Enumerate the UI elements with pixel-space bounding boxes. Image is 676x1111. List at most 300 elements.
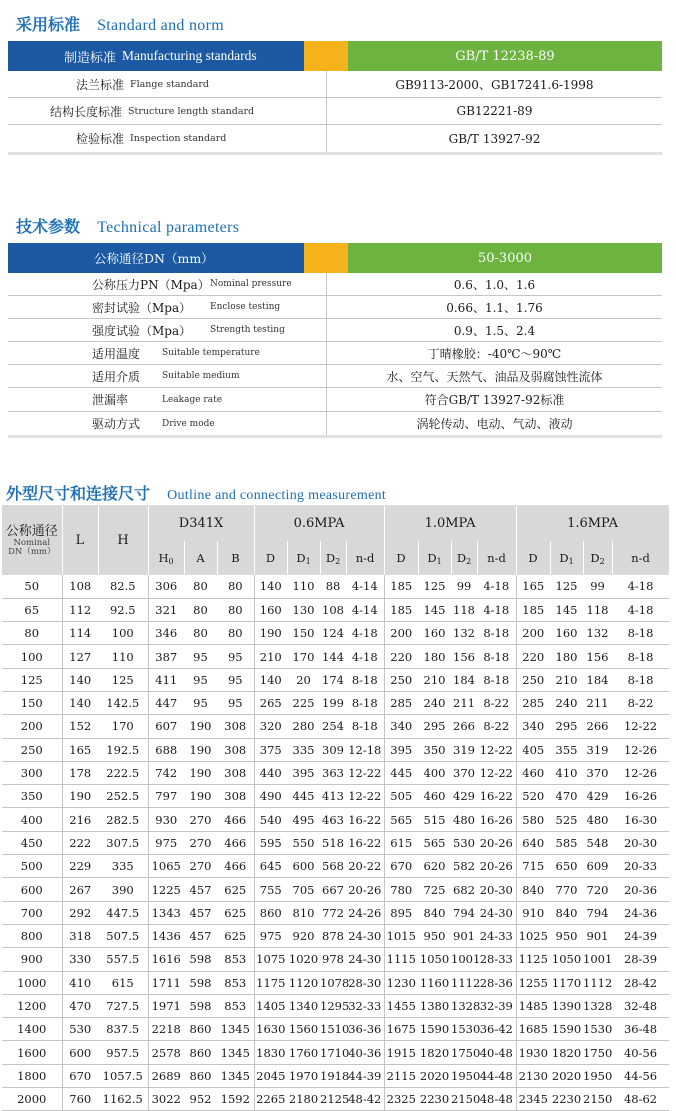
cell-d2-10: 156: [453, 649, 475, 664]
cell-nd-06: 12-22: [348, 766, 382, 781]
cell-nd-06: 4-18: [351, 626, 378, 641]
cell-nd-10: 8-18: [483, 649, 510, 664]
outline-title-cn: 外型尺寸和连接尺寸: [6, 484, 151, 503]
cell-d1-16: 160: [555, 626, 578, 641]
param-label-cn: 驱动方式: [92, 417, 141, 431]
cell-d2-06: 174: [322, 672, 344, 687]
cell-nd-16: 12-22: [623, 719, 658, 734]
cell-h: 1162.5: [102, 1092, 143, 1107]
cell-d1-16: 210: [555, 672, 578, 687]
cell-a: 860: [189, 1068, 212, 1083]
cell-l: 114: [62, 622, 98, 645]
cell-d2-16: 1001: [583, 952, 613, 967]
cell-d1-06: 445: [292, 789, 315, 804]
nd-header: n-d: [477, 541, 516, 575]
cell-d2-06: 978: [322, 952, 344, 967]
header-accent-block: [304, 41, 348, 71]
cell-h0: 387: [148, 645, 184, 668]
cell-d-06: 1630: [254, 1018, 287, 1041]
cell-d1-06: 1120: [288, 975, 319, 990]
nd-header: n-d: [612, 541, 669, 575]
cell-d2-06: 124: [322, 626, 344, 641]
nominal-dn-label: 公称通径DN（mm）: [8, 243, 304, 273]
cell-nd-06: 16-22: [348, 835, 382, 850]
cell-nd-10: 24-30: [479, 905, 513, 920]
cell-d2-06: 254: [322, 719, 344, 734]
cell-d1-16: 840: [555, 905, 578, 920]
cell-dn: 1800: [17, 1068, 47, 1083]
cell-d2-06: 518: [322, 835, 344, 850]
table-row: [2, 1018, 669, 1041]
cell-d2-10: 1950: [451, 1068, 481, 1083]
cell-d2-16: 99: [590, 579, 605, 594]
cell-d-16: 1125: [516, 948, 550, 971]
cell-h: 222.5: [106, 766, 140, 781]
param-label-en: Leakage rate: [162, 394, 223, 405]
d2-header: [451, 541, 477, 575]
cell-d2-16: 156: [586, 649, 609, 664]
cell-d2-16: 1112: [583, 975, 613, 990]
cell-nd-10: 4-18: [483, 602, 510, 617]
outline-table: [2, 505, 670, 1111]
cell-a: 190: [189, 789, 212, 804]
cell-nd-16: 28-42: [623, 975, 658, 990]
cell-d1-16: 525: [555, 812, 578, 827]
cell-dn: 150: [20, 696, 43, 711]
cell-b: 1592: [220, 1092, 250, 1107]
cell-d2-16: 794: [586, 905, 609, 920]
cell-a: 598: [189, 952, 212, 967]
technical-row-label: [8, 299, 326, 316]
cell-nd-10: 24-33: [479, 929, 513, 944]
cell-d2-10: 370: [453, 766, 475, 781]
d2-sub: 2: [599, 556, 605, 566]
cell-nd-16: 12-26: [623, 742, 658, 757]
cell-l: 127: [62, 645, 98, 668]
cell-nd-06: 24-30: [348, 929, 382, 944]
cell-d1-06: 2180: [288, 1092, 319, 1107]
cell-a: 190: [189, 719, 212, 734]
inspection-label-cn: 检验标准: [76, 132, 125, 146]
cell-h0: 1343: [148, 901, 184, 924]
cell-h0: 2218: [148, 1018, 184, 1041]
cell-l: 165: [62, 738, 98, 761]
cell-l: 760: [62, 1088, 98, 1111]
cell-h0: 1971: [148, 994, 184, 1017]
cell-h0: 797: [148, 785, 184, 808]
structure-label-en: Structure length standard: [128, 105, 255, 117]
cell-b: 95: [227, 696, 243, 711]
cell-d2-16: 901: [586, 929, 609, 944]
standard-title-en: Standard and norm: [97, 17, 224, 34]
cell-l: 318: [62, 924, 98, 947]
b-header: B: [217, 541, 254, 575]
cell-nd-06: 40-36: [348, 1045, 382, 1060]
cell-a: 95: [193, 649, 208, 664]
cell-a: 270: [189, 835, 212, 850]
cell-d2-06: 144: [322, 649, 344, 664]
cell-d-06: 440: [254, 761, 287, 784]
cell-d1-16: 410: [555, 766, 578, 781]
cell-d2-10: 184: [453, 672, 475, 687]
cell-nd-10: 20-26: [479, 859, 513, 874]
technical-row-label: [8, 391, 326, 408]
param-label-cn: 强度试验（Mpa）: [92, 323, 192, 338]
cell-h: 100: [111, 626, 134, 641]
cell-dn: 2000: [17, 1092, 47, 1107]
cell-a: 457: [189, 882, 212, 897]
technical-row-label: [8, 368, 326, 385]
cell-d1-06: 1760: [288, 1045, 319, 1060]
manufacturing-value: GB/T 12238-89: [348, 41, 662, 71]
cell-d-16: 2345: [516, 1088, 550, 1111]
cell-b: 853: [224, 975, 247, 990]
d1-sub: 1: [568, 556, 574, 566]
cell-dn: 125: [20, 672, 43, 687]
cell-l: 600: [62, 1041, 98, 1064]
outline-title-en: Outline and connecting measurement: [167, 488, 387, 503]
technical-row: [8, 388, 662, 412]
cell-d2-16: 1750: [583, 1045, 613, 1060]
cell-a: 598: [189, 998, 212, 1013]
standard-table: [8, 41, 662, 155]
cell-d-10: 1230: [384, 971, 418, 994]
cell-d1-10: 210: [423, 672, 446, 687]
cell-d-06: 140: [254, 668, 287, 691]
cell-d1-06: 495: [292, 812, 315, 827]
d2-header: [583, 541, 612, 575]
cell-h0: 3022: [148, 1088, 184, 1111]
a-header: A: [184, 541, 217, 575]
cell-d-06: 860: [254, 901, 287, 924]
outline-table-body: [2, 575, 669, 1111]
cell-nd-10: 36-42: [479, 1022, 513, 1037]
cell-nd-16: 20-33: [623, 859, 658, 874]
d1-header: [550, 541, 583, 575]
cell-nd-06: 4-18: [351, 649, 378, 664]
cell-h0: 306: [148, 575, 184, 598]
cell-nd-16: 28-39: [623, 952, 658, 967]
cell-d1-16: 1590: [551, 1022, 582, 1037]
cell-nd-10: 20-30: [479, 882, 513, 897]
technical-section-title: [16, 214, 239, 237]
standard-header-label: [8, 41, 304, 71]
cell-d1-06: 110: [292, 579, 315, 594]
d2-sub: 2: [335, 556, 341, 566]
cell-h: 170: [111, 719, 134, 734]
cell-nd-06: 32-33: [348, 998, 382, 1013]
cell-b: 466: [224, 859, 247, 874]
param-value: 水、空气、天然气、油品及弱腐蚀性流体: [326, 365, 662, 387]
table-row: [2, 994, 669, 1017]
technical-row-label: [8, 415, 326, 432]
standard-row: [8, 125, 662, 152]
cell-d1-16: 1390: [551, 998, 582, 1013]
cell-d1-06: 130: [292, 602, 315, 617]
cell-d-16: 460: [516, 761, 550, 784]
table-row: [2, 785, 669, 808]
technical-row: [8, 365, 662, 388]
cell-h: 1057.5: [102, 1068, 143, 1083]
cell-dn: 50: [24, 579, 40, 594]
table-row: [2, 924, 669, 947]
cell-d-06: 1830: [254, 1041, 287, 1064]
flange-label-en: Flange standard: [130, 78, 209, 90]
cell-d1-10: 515: [423, 812, 446, 827]
table-header-row: [2, 505, 669, 541]
cell-dn: 500: [20, 859, 43, 874]
cell-h0: 2689: [148, 1064, 184, 1087]
d1-letter: D: [296, 550, 306, 565]
cell-l: 108: [62, 575, 98, 598]
cell-d-10: 2325: [384, 1088, 418, 1111]
table-row: [2, 575, 669, 598]
cell-d2-16: 429: [586, 789, 609, 804]
cell-d2-06: 2125: [320, 1092, 350, 1107]
cell-d-10: 565: [384, 808, 418, 831]
cell-nd-10: 28-36: [479, 975, 513, 990]
flange-label-cn: 法兰标准: [76, 77, 125, 92]
cell-h: 727.5: [106, 998, 140, 1013]
cell-d2-06: 88: [325, 579, 341, 594]
cell-d2-06: 1295: [320, 998, 350, 1013]
cell-nd-06: 4-14: [351, 602, 378, 617]
cell-nd-16: 32-48: [623, 998, 658, 1013]
param-label-cn: 适用温度: [92, 346, 141, 361]
cell-h: 957.5: [106, 1045, 140, 1060]
cell-l: 112: [62, 598, 98, 621]
cell-h0: 346: [148, 622, 184, 645]
cell-d-10: 1115: [384, 948, 418, 971]
cell-d-16: 1930: [516, 1041, 550, 1064]
param-label-en: Drive mode: [162, 418, 215, 429]
param-label-cn: 泄漏率: [92, 393, 129, 407]
cell-d2-10: 794: [453, 905, 475, 920]
cell-d2-10: 1328: [451, 998, 481, 1013]
cell-d1-10: 125: [423, 579, 446, 594]
cell-d2-16: 184: [586, 672, 609, 687]
cell-d2-16: 720: [586, 882, 609, 897]
cell-a: 95: [193, 672, 208, 687]
param-label-en: Nominal pressure: [210, 279, 292, 289]
cell-d2-06: 309: [322, 742, 344, 757]
cell-nd-16: 24-39: [623, 929, 658, 944]
pressure-06-header: 0.6MPA: [254, 505, 384, 541]
cell-nd-16: 8-18: [627, 626, 654, 641]
cell-l: 530: [62, 1018, 98, 1041]
d2-header: [320, 541, 346, 575]
cell-d1-10: 240: [423, 696, 446, 711]
cell-b: 95: [227, 649, 243, 664]
cell-b: 308: [224, 789, 247, 804]
table-row: [2, 1064, 669, 1087]
cell-h0: 688: [148, 738, 184, 761]
inspection-value: GB/T 13927-92: [326, 125, 662, 152]
technical-table: [8, 243, 662, 438]
cell-d1-10: 2020: [419, 1068, 450, 1083]
cell-a: 952: [189, 1092, 212, 1107]
cell-l: 292: [62, 901, 98, 924]
cell-nd-16: 40-56: [623, 1045, 658, 1060]
cell-d-10: 895: [384, 901, 418, 924]
inspection-label-en: Inspection standard: [130, 133, 227, 144]
cell-d2-16: 319: [586, 742, 609, 757]
cell-l: 267: [62, 878, 98, 901]
cell-d1-16: 2230: [551, 1092, 582, 1107]
cell-d1-06: 20: [296, 672, 311, 687]
cell-nd-06: 8-18: [351, 696, 378, 711]
cell-d1-10: 145: [423, 602, 446, 617]
cell-d-16: 1255: [516, 971, 550, 994]
cell-d2-10: 1001: [451, 952, 481, 967]
header-accent-block: [304, 243, 348, 273]
cell-d2-10: 530: [453, 835, 475, 850]
cell-a: 457: [189, 929, 212, 944]
cell-d-16: 285: [516, 691, 550, 714]
cell-d1-16: 240: [555, 696, 578, 711]
cell-d1-10: 1820: [419, 1045, 450, 1060]
cell-d2-16: 1328: [583, 998, 613, 1013]
d-header: D: [516, 541, 550, 575]
cell-d2-10: 1112: [451, 975, 481, 990]
cell-d-10: 670: [384, 855, 418, 878]
cell-nd-06: 20-22: [348, 859, 382, 874]
cell-nd-16: 12-26: [623, 766, 658, 781]
technical-row: [8, 273, 662, 296]
cell-dn: 400: [20, 812, 43, 827]
cell-h0: 2578: [148, 1041, 184, 1064]
cell-dn: 900: [20, 952, 43, 967]
cell-d1-10: 725: [423, 882, 446, 897]
cell-d1-06: 1970: [288, 1068, 319, 1083]
cell-d1-10: 160: [423, 626, 446, 641]
cell-l: 410: [62, 971, 98, 994]
cell-d-10: 1675: [384, 1018, 418, 1041]
cell-d1-10: 1160: [419, 975, 450, 990]
cell-d1-06: 170: [292, 649, 315, 664]
cell-d1-16: 650: [555, 859, 578, 874]
cell-a: 190: [189, 742, 212, 757]
cell-dn: 300: [20, 766, 43, 781]
cell-h: 507.5: [106, 929, 140, 944]
cell-d2-10: 132: [453, 626, 475, 641]
cell-nd-10: 20-26: [479, 835, 513, 850]
cell-d2-16: 1530: [583, 1022, 613, 1037]
standard-row: [8, 98, 662, 125]
cell-nd-10: 48-48: [479, 1092, 513, 1107]
cell-d2-10: 682: [453, 882, 475, 897]
cell-h: 557.5: [106, 952, 140, 967]
cell-d1-06: 150: [292, 626, 315, 641]
manufacturing-label-en: Manufacturing standards: [122, 48, 257, 63]
cell-l: 670: [62, 1064, 98, 1087]
table-row: [2, 855, 669, 878]
cell-d-06: 490: [254, 785, 287, 808]
table-row: [2, 668, 669, 691]
cell-b: 80: [227, 626, 243, 641]
cell-d1-06: 1020: [288, 952, 319, 967]
technical-title-cn: 技术参数: [16, 217, 81, 236]
cell-l: 330: [62, 948, 98, 971]
cell-nd-10: 8-18: [483, 626, 510, 641]
table-row: [2, 901, 669, 924]
pressure-16-header: 1.6MPA: [516, 505, 669, 541]
table-row: [2, 738, 669, 761]
cell-nd-10: 12-22: [479, 742, 513, 757]
cell-nd-06: 44-39: [348, 1068, 382, 1083]
cell-d1-16: 770: [555, 882, 578, 897]
cell-nd-10: 8-18: [483, 672, 510, 687]
cell-nd-06: 20-26: [348, 882, 382, 897]
table-row: [2, 715, 669, 738]
cell-d-16: 405: [516, 738, 550, 761]
cell-d2-06: 878: [322, 929, 344, 944]
cell-b: 466: [224, 835, 247, 850]
cell-d-16: 200: [516, 622, 550, 645]
cell-d-10: 615: [384, 831, 418, 854]
cell-d2-16: 609: [586, 859, 609, 874]
cell-d2-10: 429: [453, 789, 475, 804]
h0-letter: H: [158, 550, 169, 565]
cell-d1-16: 2020: [551, 1068, 582, 1083]
cell-d2-10: 319: [453, 742, 475, 757]
cell-d2-06: 1918: [320, 1068, 350, 1083]
param-value: 涡轮传动、电动、气动、液动: [326, 412, 662, 435]
cell-d-06: 2265: [254, 1088, 287, 1111]
table-row: [2, 831, 669, 854]
cell-dn: 1200: [17, 998, 47, 1013]
cell-nd-16: 4-18: [627, 579, 654, 594]
cell-d-06: 645: [254, 855, 287, 878]
cell-nd-16: 44-56: [623, 1068, 658, 1083]
cell-l: 178: [62, 761, 98, 784]
cell-l: 140: [62, 691, 98, 714]
cell-d1-10: 1590: [419, 1022, 450, 1037]
cell-d1-06: 225: [292, 696, 315, 711]
cell-d1-10: 2230: [419, 1092, 450, 1107]
param-label-cn: 适用介质: [92, 369, 141, 384]
nominal-header-en: Nominal: [13, 537, 51, 548]
cell-l: 140: [62, 668, 98, 691]
cell-d-10: 285: [384, 691, 418, 714]
d1-sub: 1: [436, 556, 442, 566]
cell-nd-06: 24-30: [348, 952, 382, 967]
cell-h0: 930: [148, 808, 184, 831]
cell-d2-06: 363: [322, 766, 344, 781]
cell-dn: 65: [24, 602, 40, 617]
table-row: [2, 808, 669, 831]
cell-d2-10: 211: [453, 696, 475, 711]
cell-h: 125: [111, 672, 134, 687]
cell-b: 625: [224, 905, 247, 920]
cell-d-16: 580: [516, 808, 550, 831]
param-value: 0.9、1.5、2.4: [326, 319, 662, 341]
cell-d2-16: 480: [586, 812, 609, 827]
cell-d1-06: 395: [292, 766, 315, 781]
cell-d-06: 540: [254, 808, 287, 831]
cell-b: 308: [224, 719, 247, 734]
cell-nd-10: 16-22: [479, 789, 513, 804]
cell-d-06: 2045: [254, 1064, 287, 1087]
cell-b: 80: [227, 579, 243, 594]
standard-row: [8, 71, 662, 98]
cell-h: 837.5: [106, 1022, 140, 1037]
cell-nd-06: 12-18: [348, 742, 382, 757]
cell-d-16: 185: [516, 598, 550, 621]
standard-section-title: [16, 12, 224, 35]
cell-h: 82.5: [109, 579, 136, 594]
table-row: [2, 645, 669, 668]
